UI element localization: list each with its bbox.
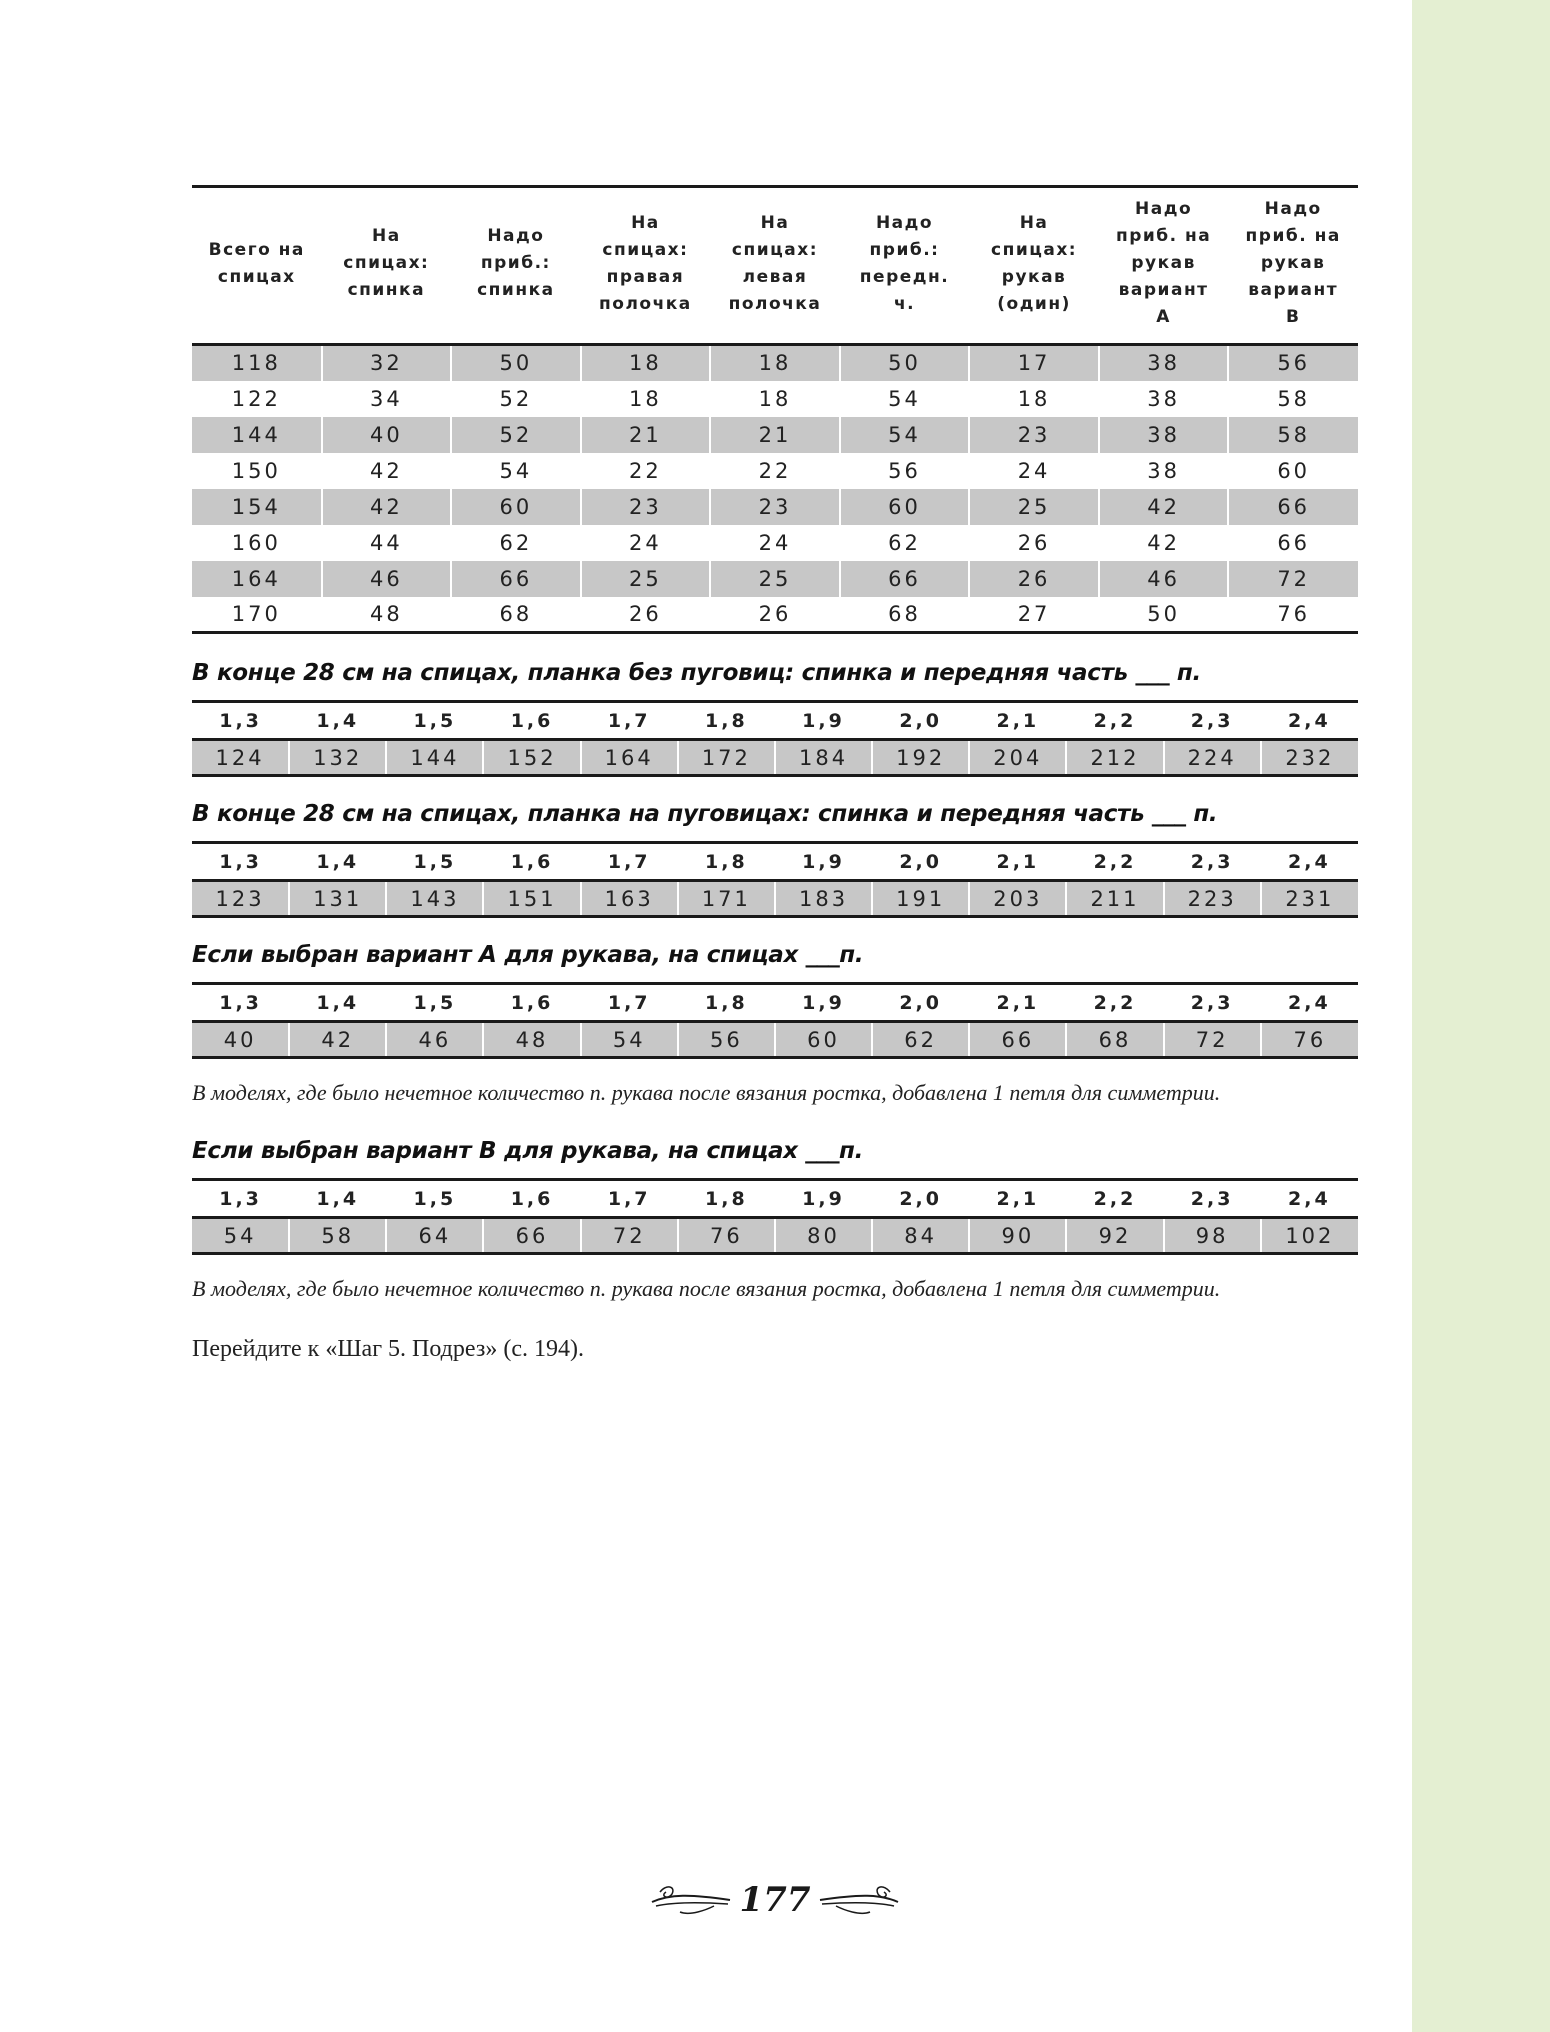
stitch-count-cell: 231 [1261, 881, 1358, 917]
table-cell: 46 [322, 561, 452, 597]
table-cell: 27 [969, 597, 1099, 633]
gauge-cell: 2,0 [872, 984, 969, 1022]
table-cell: 38 [1099, 417, 1229, 453]
table-cell: 150 [231, 458, 281, 483]
section-heading: В конце 28 см на спицах, планка на пуговицах: спинка и передняя часть ___ п. [192, 801, 1218, 827]
stitch-count-cell: 152 [483, 740, 580, 776]
stitch-count-cell: 76 [1261, 1022, 1358, 1058]
gauge-cell: 2,0 [872, 843, 969, 881]
column-header [1099, 187, 1229, 345]
gauge-cell: 1,9 [775, 843, 872, 881]
table-cell: 72 [1228, 561, 1358, 597]
side-color-band [1412, 0, 1550, 2032]
table-cell: 18 [710, 345, 840, 381]
table-cell: 170 [192, 597, 322, 633]
left-ornament-icon [650, 1880, 732, 1920]
column-header-line: спицах [217, 266, 296, 287]
gauge-table [192, 1178, 1358, 1255]
table-cell: 23 [710, 489, 840, 525]
gauge-cell: 1,7 [581, 984, 678, 1022]
table-cell: 122 [231, 386, 281, 411]
stitch-count-cell: 164 [581, 740, 678, 776]
gauge-cell: 2,4 [1261, 702, 1358, 740]
table-cell: 50 [840, 345, 970, 381]
table-cell: 52 [451, 417, 581, 453]
column-header-line: рукав [1131, 253, 1196, 273]
column-header-line: В [1285, 307, 1301, 327]
table-cell: 26 [710, 597, 840, 633]
table-row [192, 417, 1358, 453]
column-header-line: рукав [1001, 266, 1067, 287]
table-body [192, 345, 1358, 633]
column-header-line: Надо [1135, 199, 1193, 219]
table-cell: 54 [840, 417, 970, 453]
table-cell: 62 [451, 525, 581, 561]
table-cell: 21 [710, 417, 840, 453]
gauge-cell: 2,1 [969, 1180, 1066, 1218]
table-cell: 42 [1099, 525, 1229, 561]
table-cell: 154 [192, 489, 322, 525]
table-cell: 56 [840, 453, 970, 489]
table-cell: 42 [322, 453, 452, 489]
gauge-cell: 1,3 [192, 702, 289, 740]
gauge-cell: 1,3 [192, 984, 289, 1022]
table-cell: 18 [710, 381, 840, 417]
table-cell: 50 [451, 345, 581, 381]
table-cell: 42 [1099, 489, 1229, 525]
table-row [192, 561, 1358, 597]
column-header-line: приб. на [1115, 226, 1212, 246]
column-header [451, 187, 581, 345]
table-cell: 18 [969, 381, 1099, 417]
gauge-cell: 1,9 [775, 984, 872, 1022]
stitch-count-cell: 48 [483, 1022, 580, 1058]
table-row [192, 345, 1358, 381]
column-header-line: Надо [875, 212, 934, 233]
stitch-count-cell: 143 [386, 881, 483, 917]
gauge-cell: 1,7 [581, 702, 678, 740]
column-header-line: спинка [477, 280, 555, 300]
table-cell: 21 [581, 417, 711, 453]
right-ornament-icon [818, 1880, 900, 1920]
gauge-cell: 1,9 [775, 702, 872, 740]
gauge-cell: 1,5 [386, 1180, 483, 1218]
stitch-count-cell: 92 [1066, 1218, 1163, 1254]
column-header [192, 187, 322, 345]
column-header [1228, 187, 1358, 345]
go-to-step-text: Перейдите к «Шаг 5. Подрез» (с. 194). [192, 1336, 584, 1362]
section-heading: Если выбран вариант А для рукава, на спицах ___п. [192, 942, 864, 968]
column-header-line: Надо [1264, 199, 1322, 219]
gauge-cell: 1,6 [483, 702, 580, 740]
table-row [192, 381, 1358, 417]
gauge-cell: 1,4 [289, 1180, 386, 1218]
stitch-count-cell: 204 [969, 740, 1066, 776]
gauge-cell: 1,4 [289, 843, 386, 881]
table-cell: 66 [1228, 489, 1358, 525]
column-header-line: Надо [487, 226, 545, 246]
stitch-count-cell: 46 [386, 1022, 483, 1058]
gauge-cell: 1,4 [289, 984, 386, 1022]
gauge-section [192, 1134, 1358, 1308]
column-header [840, 187, 970, 345]
section-note: В моделях, где было нечетное количество п. рукава после вязания ростка, добавлена 1 петля для симметрии. [192, 1276, 1221, 1301]
stitch-count-cell: 72 [1164, 1022, 1261, 1058]
gauge-cell: 1,5 [386, 702, 483, 740]
gauge-sections [192, 656, 1358, 1308]
table-cell: 26 [969, 525, 1099, 561]
gauge-cell: 2,0 [872, 1180, 969, 1218]
stitch-count-cell: 56 [678, 1022, 775, 1058]
table-cell: 60 [840, 489, 970, 525]
gauge-cell: 1,6 [483, 984, 580, 1022]
gauge-cell: 1,8 [678, 1180, 775, 1218]
section-note: В моделях, где было нечетное количество п. рукава после вязания ростка, добавлена 1 петля для симметрии. [192, 1080, 1221, 1105]
column-header-line: На [1019, 212, 1049, 233]
gauge-cell: 1,8 [678, 843, 775, 881]
column-header-line: спицах: [731, 239, 818, 260]
stitch-count-cell: 211 [1066, 881, 1163, 917]
stitch-count-cell: 76 [678, 1218, 775, 1254]
table-cell: 38 [1099, 381, 1229, 417]
stitch-count-cell: 124 [192, 740, 289, 776]
table-cell: 25 [710, 561, 840, 597]
gauge-cell: 2,2 [1066, 702, 1163, 740]
gauge-cell: 1,3 [192, 1180, 289, 1218]
table-cell: 164 [192, 561, 322, 597]
stitch-count-cell: 123 [192, 881, 289, 917]
page-footer [640, 1870, 910, 1930]
column-header-line: спицах: [991, 239, 1078, 260]
column-header [581, 187, 711, 345]
stitch-count-cell: 184 [775, 740, 872, 776]
stitch-count-cell: 151 [483, 881, 580, 917]
table-cell: 58 [1228, 381, 1358, 417]
table-cell: 66 [1228, 525, 1358, 561]
gauge-cell: 2,4 [1261, 984, 1358, 1022]
column-header-line: На [631, 212, 660, 233]
gauge-cell: 1,7 [581, 1180, 678, 1218]
stitch-count-cell: 66 [969, 1022, 1066, 1058]
table-cell: 118 [192, 345, 322, 381]
table-cell: 26 [581, 597, 711, 633]
page-number: 177 [739, 1880, 811, 1920]
table-cell: 68 [840, 597, 970, 633]
table-row [192, 597, 1358, 633]
gauge-section [192, 656, 1358, 777]
gauge-row [192, 843, 1358, 881]
stitch-count-cell: 68 [1066, 1022, 1163, 1058]
stitch-count-cell: 224 [1164, 740, 1261, 776]
table-cell: 66 [840, 561, 970, 597]
stitch-count-cell: 172 [678, 740, 775, 776]
column-header-line: А [1156, 307, 1171, 327]
column-header-line: правая [606, 266, 685, 287]
table-cell: 32 [322, 345, 452, 381]
gauge-cell: 2,3 [1164, 702, 1261, 740]
stitch-count-cell: 223 [1164, 881, 1261, 917]
gauge-cell: 1,8 [678, 702, 775, 740]
table-cell: 58 [1228, 417, 1358, 453]
stitch-count-cell: 163 [581, 881, 678, 917]
table-cell: 160 [231, 530, 281, 555]
table-cell: 68 [451, 597, 581, 633]
gauge-cell: 2,1 [969, 984, 1066, 1022]
table-cell: 18 [581, 381, 711, 417]
column-header-line: передн. [859, 266, 950, 287]
stitch-count-cell: 232 [1261, 740, 1358, 776]
gauge-cell: 2,1 [969, 843, 1066, 881]
gauge-cell: 1,7 [581, 843, 678, 881]
gauge-cell: 2,2 [1066, 984, 1163, 1022]
stitch-count-cell: 203 [969, 881, 1066, 917]
table-header-row [192, 187, 1358, 345]
gauge-cell: 1,5 [386, 843, 483, 881]
column-header [322, 187, 452, 345]
stitch-count-cell: 212 [1066, 740, 1163, 776]
table-cell: 60 [1228, 453, 1358, 489]
section-heading: Если выбран вариант В для рукава, на спицах ___п. [192, 1138, 864, 1164]
table-row [192, 525, 1358, 561]
column-header-line: На [371, 226, 401, 246]
table-cell: 42 [322, 489, 452, 525]
table-cell: 22 [710, 453, 840, 489]
section-heading: В конце 28 см на спицах, планка без пуговиц: спинка и передняя часть ___ п. [192, 660, 1201, 686]
stitch-count-cell: 80 [775, 1218, 872, 1254]
table-cell: 52 [451, 381, 581, 417]
stitch-count-cell: 84 [872, 1218, 969, 1254]
table-cell: 23 [969, 417, 1099, 453]
column-header-line: На [760, 212, 790, 233]
gauge-cell: 2,3 [1164, 843, 1261, 881]
table-cell: 48 [322, 597, 452, 633]
column-header-line: приб.: [480, 253, 551, 273]
page-content [192, 185, 1358, 1363]
table-cell: 38 [1099, 453, 1229, 489]
gauge-cell: 1,8 [678, 984, 775, 1022]
column-header-line: рукав [1260, 253, 1326, 273]
table-row [192, 453, 1358, 489]
stitch-count-cell: 171 [678, 881, 775, 917]
stitch-count-cell: 191 [872, 881, 969, 917]
gauge-cell: 2,1 [969, 702, 1066, 740]
gauge-row [192, 984, 1358, 1022]
stitch-count-cell: 40 [192, 1022, 289, 1058]
stitch-count-row [192, 740, 1358, 776]
table-cell: 144 [192, 417, 322, 453]
gauge-section [192, 797, 1358, 918]
stitch-count-cell: 144 [386, 740, 483, 776]
column-header-line: спицах: [343, 253, 430, 273]
column-header-line: полочка [728, 293, 822, 314]
column-header-line: полочка [599, 293, 692, 314]
table-cell: 25 [969, 489, 1099, 525]
column-header-line: ч. [893, 293, 916, 314]
table-cell: 25 [581, 561, 711, 597]
column-header-line: приб.: [869, 239, 940, 260]
table-cell: 34 [322, 381, 452, 417]
gauge-cell: 2,4 [1261, 843, 1358, 881]
column-header-line: вариант [1118, 280, 1209, 300]
column-header-line: спинка [347, 280, 426, 300]
table-cell: 40 [322, 417, 452, 453]
gauge-cell: 2,2 [1066, 843, 1163, 881]
column-header [710, 187, 840, 345]
column-header-line: (один) [997, 293, 1071, 314]
table-cell: 62 [840, 525, 970, 561]
column-header [969, 187, 1099, 345]
stitch-count-cell: 66 [483, 1218, 580, 1254]
gauge-row [192, 702, 1358, 740]
table-cell: 24 [969, 453, 1099, 489]
stitch-count-cell: 102 [1261, 1218, 1358, 1254]
stitch-count-table [192, 185, 1358, 634]
table-cell: 54 [451, 453, 581, 489]
gauge-cell: 2,3 [1164, 984, 1261, 1022]
gauge-cell: 2,3 [1164, 1180, 1261, 1218]
gauge-table [192, 700, 1358, 777]
column-header-line: приб. на [1245, 226, 1341, 246]
column-header-line: спицах: [602, 239, 689, 260]
stitch-count-cell: 60 [775, 1022, 872, 1058]
table-cell: 60 [451, 489, 581, 525]
gauge-cell: 1,3 [192, 843, 289, 881]
gauge-cell: 1,4 [289, 702, 386, 740]
table-cell: 38 [1099, 345, 1229, 381]
stitch-count-cell: 58 [289, 1218, 386, 1254]
stitch-count-cell: 64 [386, 1218, 483, 1254]
table-cell: 56 [1228, 345, 1358, 381]
gauge-cell: 2,0 [872, 702, 969, 740]
stitch-count-row [192, 1218, 1358, 1254]
table-row [192, 489, 1358, 525]
table-cell: 24 [581, 525, 711, 561]
stitch-count-cell: 98 [1164, 1218, 1261, 1254]
stitch-count-cell: 62 [872, 1022, 969, 1058]
gauge-table [192, 841, 1358, 918]
gauge-cell: 1,5 [386, 984, 483, 1022]
table-cell: 24 [710, 525, 840, 561]
gauge-row [192, 1180, 1358, 1218]
gauge-cell: 2,2 [1066, 1180, 1163, 1218]
column-header-line: вариант [1248, 280, 1339, 300]
gauge-table [192, 982, 1358, 1059]
table-cell: 66 [451, 561, 581, 597]
stitch-count-cell: 90 [969, 1218, 1066, 1254]
table-cell: 46 [1099, 561, 1229, 597]
stitch-count-cell: 183 [775, 881, 872, 917]
stitch-count-cell: 132 [289, 740, 386, 776]
gauge-cell: 1,9 [775, 1180, 872, 1218]
stitch-count-row [192, 1022, 1358, 1058]
stitch-count-row [192, 881, 1358, 917]
stitch-count-cell: 192 [872, 740, 969, 776]
stitch-count-cell: 72 [581, 1218, 678, 1254]
table-cell: 50 [1099, 597, 1229, 633]
stitch-count-cell: 54 [192, 1218, 289, 1254]
stitch-count-cell: 131 [289, 881, 386, 917]
table-cell: 54 [840, 381, 970, 417]
stitch-count-cell: 54 [581, 1022, 678, 1058]
table-cell: 18 [581, 345, 711, 381]
stitch-count-cell: 42 [289, 1022, 386, 1058]
table-cell: 23 [581, 489, 711, 525]
gauge-cell: 1,6 [483, 843, 580, 881]
table-cell: 76 [1228, 597, 1358, 633]
column-header-line: Всего на [208, 239, 305, 260]
gauge-section [192, 938, 1358, 1112]
table-cell: 44 [322, 525, 452, 561]
table-cell: 22 [581, 453, 711, 489]
table-cell: 26 [969, 561, 1099, 597]
table-cell: 17 [969, 345, 1099, 381]
column-header-line: левая [742, 266, 808, 287]
gauge-cell: 1,6 [483, 1180, 580, 1218]
gauge-cell: 2,4 [1261, 1180, 1358, 1218]
